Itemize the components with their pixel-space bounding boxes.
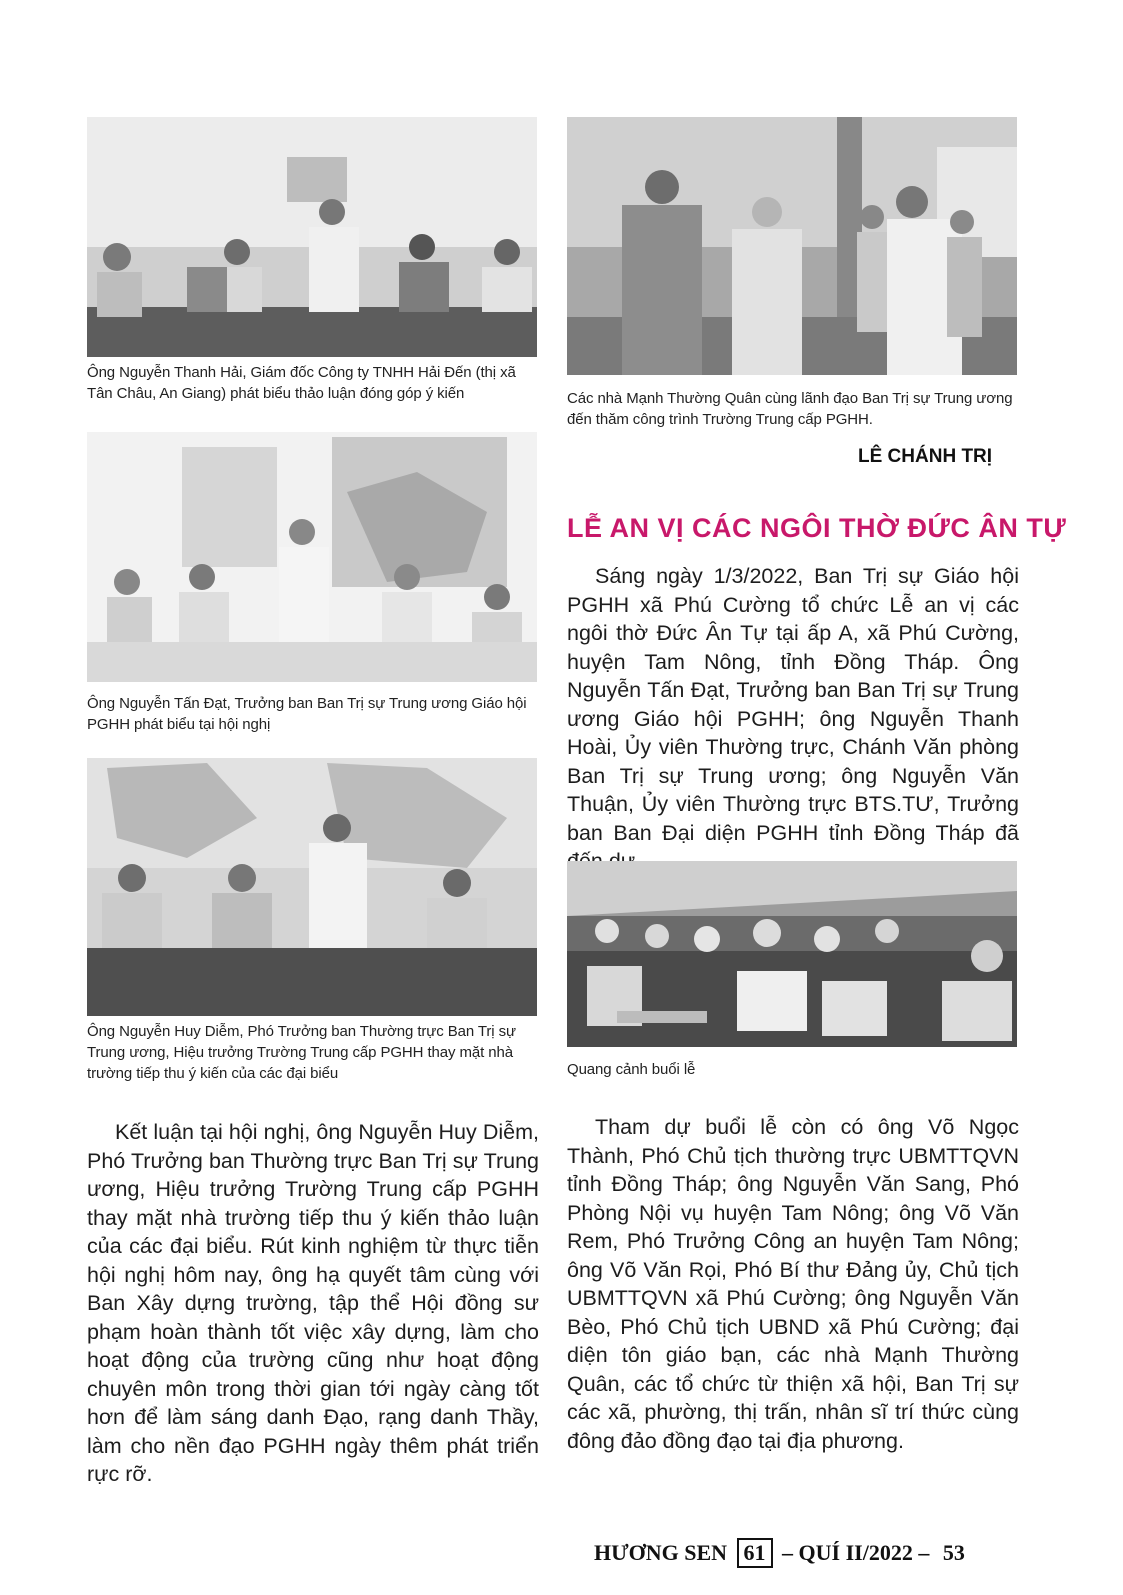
caption-photo-1: Ông Nguyễn Thanh Hải, Giám đốc Công ty TNHH Hải Đến (thị xã Tân Châu, An Giang) phát biểu thảo luận đóng góp ý kiến: [87, 364, 516, 402]
issue-number: 61: [737, 1538, 773, 1568]
caption-photo-2: Ông Nguyễn Tấn Đạt, Trưởng ban Ban Trị sự Trung ương Giáo hội PGHH phát biểu tại hội nghị: [87, 695, 527, 733]
byline: LÊ CHÁNH TRỊ: [858, 446, 993, 467]
magazine-name: HƯƠNG SEN: [594, 1540, 728, 1565]
article-title: LỄ AN VỊ CÁC NGÔI THỜ ĐỨC ÂN TỰ: [567, 513, 1067, 543]
photo-meeting-speaker-3: [87, 758, 537, 1016]
photo-meeting-speaker-2: [87, 432, 537, 682]
article-paragraph-1: Sáng ngày 1/3/2022, Ban Trị sự Giáo hội PGHH xã Phú Cường tổ chức Lễ an vị các ngôi thờ Đức Ân Tự tại ấp A, xã Phú Cường, huyện Tam Nông, tỉnh Đồng Tháp. Ông Nguyễn Tấn Đạt, Trưởng ban Ban Trị sự Trung ương Giáo hội PGHH; ông Nguyễn Thanh Hoài, Ủy viên Thường trực, Chánh Văn phòng Ban Trị sự Trung ương; ông Nguyễn Văn Thuận, Ủy viên Thường trực BTS.TƯ, Trưởng ban Ban Đại diện PGHH tỉnh Đồng Tháp đã: [567, 564, 1019, 845]
caption-photo-5: Quang cảnh buổi lễ: [567, 1061, 696, 1078]
issue-period: – QUÍ II/2022 –: [782, 1540, 930, 1565]
caption-photo-4: Các nhà Mạnh Thường Quân cùng lãnh đạo Ban Trị sự Trung ương đến thăm công trình Trường Trung cấp PGHH.: [567, 390, 1013, 428]
photo-site-visit: [567, 117, 1017, 375]
caption-photo-3: Ông Nguyễn Huy Diễm, Phó Trưởng ban Thường trực Ban Trị sự Trung ương, Hiệu trưởng Trường Trung cấp PGHH thay mặt nhà trường tiếp thu ý kiến của các đại biểu: [87, 1023, 516, 1082]
page-number: 53: [942, 1540, 965, 1565]
article-paragraph-2: Tham dự buổi lễ còn có ông Võ Ngọc Thành, Phó Chủ tịch thường trực UBMTTQVN tỉnh Đồng Tháp; ông Nguyễn Văn Sang, Phó Phòng Nội vụ huyện Tam Nông; ông Võ Văn Rem, Phó Trưởng Công an huyện Tam Nông; ông Võ Văn Rọi, Phó Bí thư Đảng ủy, Chủ tịch UBMTTQVN xã Phú Cường; ông Nguyễn Văn Bèo, Phó Chủ tịch UBND xã Phú Cường; đại diện tôn giáo bạn, các nhà Mạnh Thường Quân, các tổ chức từ thiện xã hội, Ban Trị sự các xã, phường, thị trấn, nhân sĩ trí thức cùng đông đảo đồng đạo tại địa phương.: [567, 1115, 1019, 1453]
left-body-paragraph: Kết luận tại hội nghị, ông Nguyễn Huy Diễm, Phó Trưởng ban Thường trực Ban Trị sự Trung ương, Hiệu trưởng Trường Trung cấp PGHH thay mặt nhà trường tiếp thu ý kiến thảo luận của các đại biểu. Rút kinh nghiệm từ thực tiễn hội nghị hôm nay, ông hạ quyết tâm cùng với Ban Xây dựng trường, tập thể Hội đồng sư phạm hoàn thành tốt việc xây dựng, làm cho hoạt động của trường cũng như hoạt động chuyên môn trong thời gian tới ngày càng tốt hơn để làm sáng danh Đạo, rạng danh Thầy, làm cho nền đạo PGHH ngày thêm phát triển rực rỡ.: [87, 1120, 539, 1486]
page-footer: [594, 1538, 965, 1568]
photo-ceremony-crowd: [567, 861, 1017, 1047]
photo-meeting-speaker-1: [87, 117, 537, 357]
